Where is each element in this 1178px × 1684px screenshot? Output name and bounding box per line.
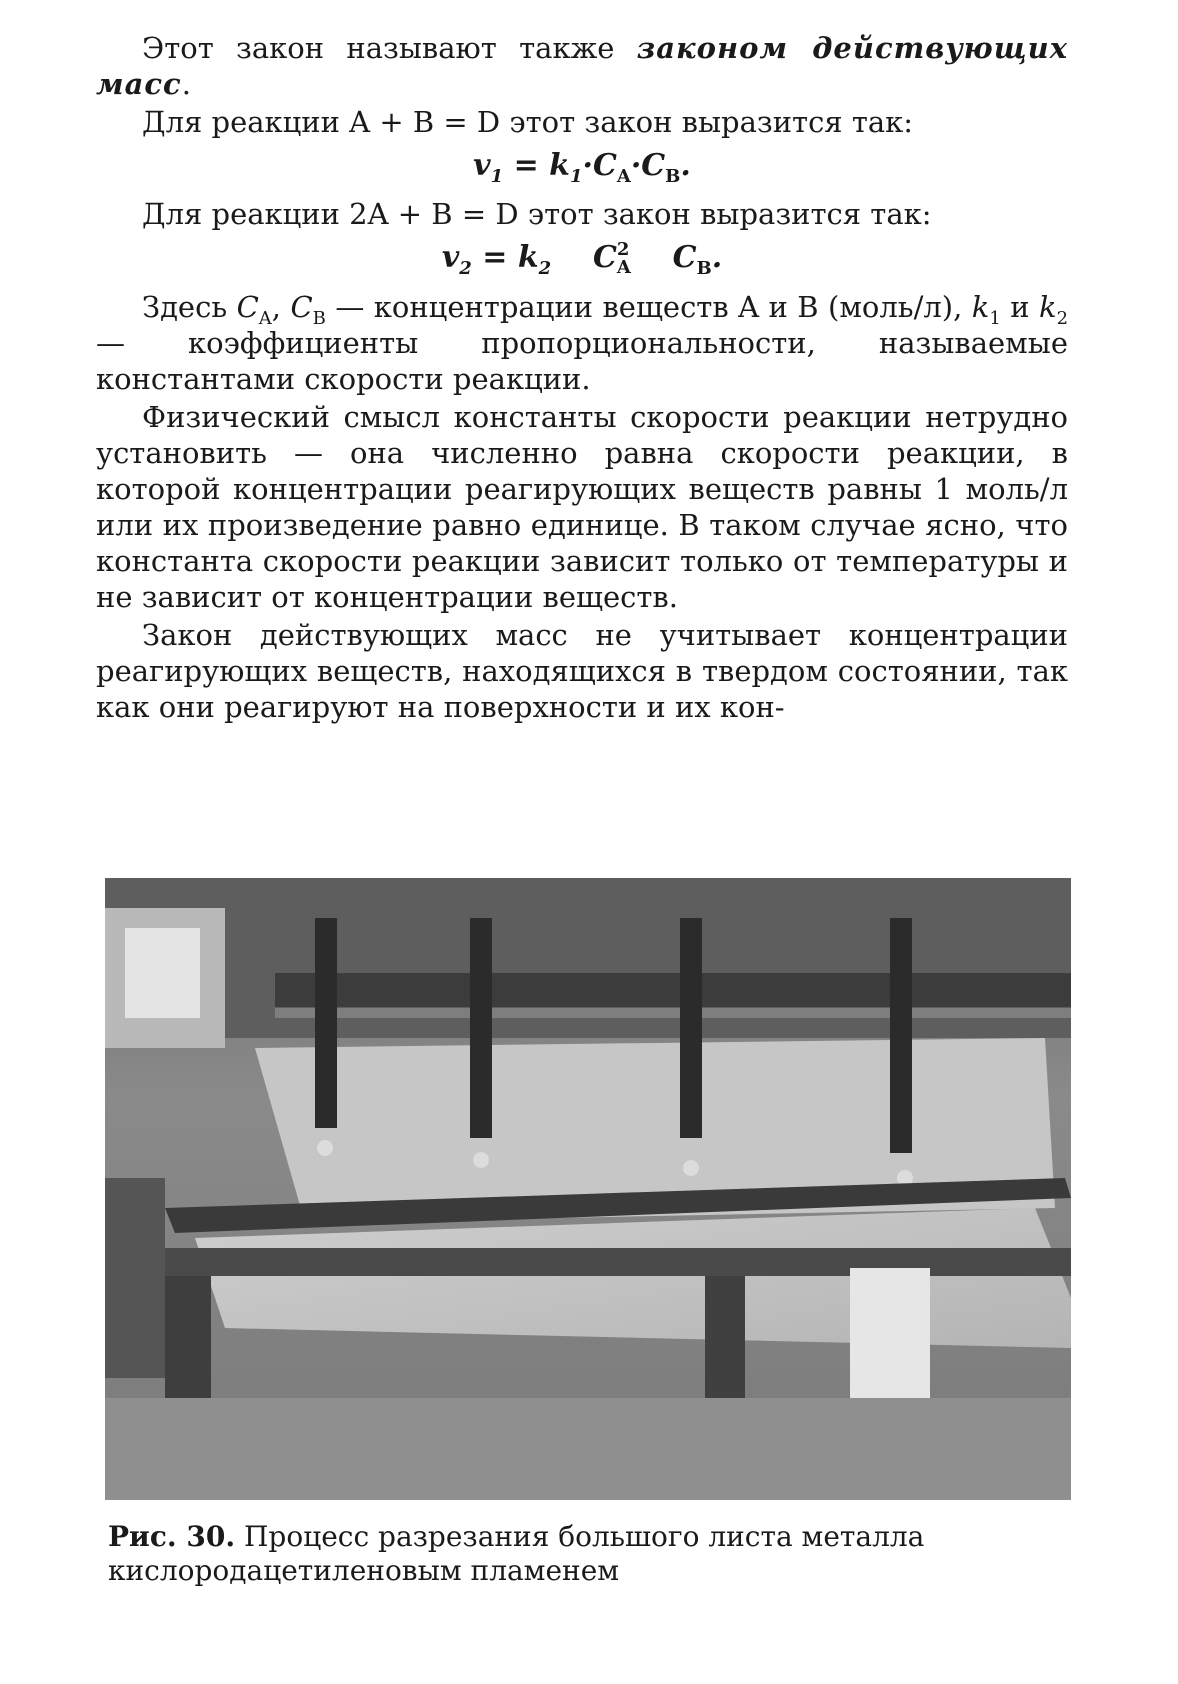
text-span: , (271, 290, 291, 324)
paragraph-reaction-1: Для реакции A + B = D этот закон выразится так: (142, 105, 914, 139)
formula-symbol: k (549, 148, 570, 183)
text-span: Этот закон называют также (142, 31, 637, 65)
formula-subscript: B (665, 166, 681, 187)
formula-symbol: . (680, 148, 691, 183)
caption-text: Процесс разрезания большого листа металла кислородацетиленовым пламенем (108, 1520, 925, 1587)
formula-symbol: · (582, 148, 593, 183)
formula-symbol: v (441, 240, 460, 275)
paragraph-law-name (96, 30, 1068, 102)
paragraph-reaction-2: Для реакции 2A + B = D этот закон выразится так: (142, 197, 932, 231)
formula-subscript: 2 (538, 258, 552, 279)
figure-caption (108, 1520, 1068, 1588)
text-span: — коэффициенты пропорциональности, называемые константами скорости реакции. (96, 326, 1068, 396)
formula-symbol: = (471, 240, 518, 275)
formula-symbol: C (236, 290, 259, 324)
formula-symbol: · (630, 148, 642, 183)
text-span: Здесь (142, 290, 237, 324)
formula-subscript: B (696, 258, 712, 279)
emphasis-law-name: законом действующих масс (96, 31, 1068, 101)
paragraph-rate-constant: Физический смысл константы скорости реакции нетрудно установить — она численно равна скорости реакции, в которой концентрации реагирующих веществ равны 1 моль/л или их произведение равно единице. В таком случае ясно, что константа скорости реакции зависит только от температуры и не зависит от концентрации веществ. (96, 400, 1068, 614)
text-span: — концентрации веществ A и B (моль/л), (325, 290, 972, 324)
formula-subscript: 2 (1056, 307, 1069, 329)
paragraph-definitions (96, 289, 1068, 397)
formula-symbol: C (290, 290, 313, 324)
formula-symbol: k (971, 290, 990, 324)
formula-subscript: 1 (490, 166, 504, 187)
formula-subscript: A (616, 166, 631, 187)
formula-symbol: v (473, 148, 491, 183)
formula-symbol: C (641, 148, 666, 183)
formula-subscript: B (312, 307, 326, 329)
formula-subscript: 1 (989, 307, 1001, 329)
formula-subscript: 1 (569, 166, 583, 187)
formula-rate-2 (96, 240, 1068, 277)
formula-subscript: A (616, 257, 631, 278)
formula-superscript: 2 (616, 239, 630, 260)
formula-symbol: C (592, 240, 617, 275)
formula-symbol: k (517, 240, 539, 275)
formula-symbol: k (1038, 290, 1057, 324)
formula-supsub (617, 241, 631, 277)
caption-label: Рис. 30. (108, 1520, 236, 1553)
formula-symbol: C (672, 240, 697, 275)
text-span: . (181, 67, 191, 101)
formula-symbol: C (592, 148, 617, 183)
paragraph-solid-state: Закон действующих масс не учитывает концентрации реагирующих веществ, находящихся в твердом состоянии, так как они реагируют на поверхности и их кон- (96, 618, 1068, 724)
figure-photo (105, 878, 1071, 1500)
formula-subscript: 2 (459, 258, 472, 279)
cutting-machine-illustration (105, 878, 1071, 1500)
formula-symbol: = (503, 148, 550, 183)
formula-rate-1 (96, 148, 1068, 187)
body-text (96, 30, 1068, 725)
formula-subscript: A (258, 307, 272, 329)
text-span: и (1000, 290, 1039, 324)
formula-symbol: . (711, 240, 723, 275)
